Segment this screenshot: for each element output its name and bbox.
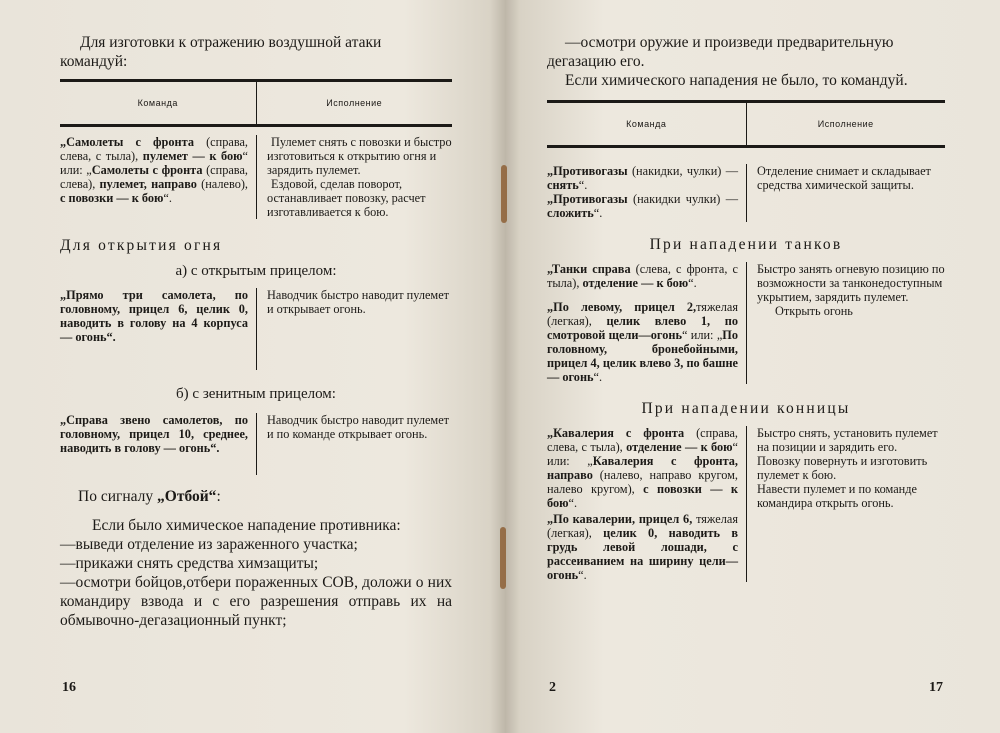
- signal-suffix: :: [216, 488, 221, 505]
- signal-name: „Отбой“: [157, 488, 217, 505]
- cmd-text: тяжелая (легкая),: [547, 300, 738, 328]
- cmd-bold: Кавалерия с фронта, направо: [547, 454, 738, 482]
- cavalry-execution: [746, 426, 945, 582]
- cmd-text: “.: [593, 370, 603, 384]
- cmd-text: “.: [578, 178, 588, 192]
- cmd-bold: Самолеты с фронта: [91, 163, 203, 177]
- cmd-text: “.: [163, 191, 172, 205]
- left-page-content: [60, 33, 452, 630]
- gas-orders-table: [547, 100, 945, 148]
- cavalry-command-2: [547, 512, 738, 582]
- right-page-content: [547, 33, 945, 582]
- open-sight-execution: [256, 288, 452, 370]
- execution-text: Ездовой, сделав поворот, останавливает повозку, расчет изготавливается к бою.: [267, 177, 426, 219]
- column-header-command: Команда: [547, 102, 746, 147]
- gas-mask-execution: [746, 164, 945, 222]
- cmd-bold: отделение — к бою: [582, 276, 689, 290]
- execution-text: Быстро занять огневую позицию по возможности за танконедоступным укрытием, зарядить пулемет.: [757, 262, 945, 304]
- cmd-bold: пулемет — к бою: [142, 149, 243, 163]
- cmd-bold: „Противогазы: [547, 192, 628, 206]
- zenith-sight-subheading: б) с зенитным прицелом:: [176, 386, 336, 402]
- cmd-bold: „Самолеты с фронта: [60, 135, 194, 149]
- open-sight-subheading: а) с открытым прицелом:: [175, 263, 337, 279]
- tanks-command-2: [547, 300, 738, 384]
- cmd-bold: отделение — к бою: [626, 440, 733, 454]
- cmd-text: “ или: „: [681, 328, 723, 342]
- cmd-text: тяжелая (легкая),: [547, 512, 738, 540]
- execution-text: Пулемет снять с повозки и быстро изготовиться к открытию огня и зарядить пулемет.: [267, 135, 452, 177]
- execution-text: Повозку повернуть и изготовить пулемет к бою.: [757, 454, 928, 482]
- cmd-bold: „По левому, прицел 2,: [547, 300, 697, 314]
- column-header-execution: Исполнение: [746, 102, 945, 147]
- cmd-text: (справа, слева),: [60, 163, 248, 191]
- air-attack-execution: [256, 135, 452, 219]
- cmd-text: (накидки, чулки) —: [627, 164, 738, 178]
- cavalry-command-1: [547, 426, 738, 510]
- zenith-sight-command: [60, 413, 256, 475]
- cmd-bold: с повозки — к бою: [60, 191, 164, 205]
- tanks-heading: При нападении танков: [649, 236, 843, 253]
- cavalry-row: [547, 426, 945, 582]
- gas-command-fold: [547, 192, 738, 220]
- page-number-right: 17: [929, 680, 943, 695]
- cmd-bold: целик 0, наводить в грудь левой лошади, с рассеиванием на ширину цели—огонь: [547, 526, 738, 582]
- execution-text: Быстро снять, установить пулемет на позиции и зарядить его.: [757, 426, 938, 454]
- signal-line: [60, 487, 452, 506]
- gas-mask-row: [547, 164, 945, 222]
- cmd-text: “.: [578, 568, 587, 582]
- right-page: [505, 0, 1000, 733]
- chem-step-3: —осмотри бойцов,отбери пораженных СОВ, доложи о них командиру взвода и с его разрешения отправь их на обмывочно-дегазационный пункт;: [60, 574, 452, 629]
- air-attack-command: [60, 135, 256, 219]
- column-header-command: Команда: [60, 81, 256, 126]
- cavalry-command: [547, 426, 746, 582]
- signal-prefix: По сигналу: [78, 488, 158, 505]
- cmd-bold: „Кавалерия с фронта: [547, 426, 685, 440]
- air-attack-intro: Для изготовки к отражению воздушной атаки командуй:: [60, 34, 382, 70]
- cmd-text: (слева, с фронта, с тыла),: [547, 262, 738, 290]
- cmd-text: “.: [688, 276, 697, 290]
- zenith-sight-row: [60, 413, 452, 475]
- gas-command-remove: [547, 164, 738, 192]
- tanks-execution: [746, 262, 945, 384]
- cmd-text: (справа, слева, с тыла),: [547, 426, 738, 454]
- execution-text: Открыть огонь: [775, 304, 853, 318]
- cavalry-heading: При нападении конницы: [641, 400, 851, 417]
- cmd-bold: „Прямо три самолета, по головному, прицел 6, целик 0, наводить в голову на 4 корпуса — огонь“.: [60, 288, 248, 344]
- zenith-sight-execution: [256, 413, 452, 475]
- open-sight-row: [60, 288, 452, 370]
- column-header-execution: Исполнение: [256, 81, 452, 126]
- execution-text: Наводчик быстро наводит пулемет и по команде открывает огонь.: [267, 413, 450, 441]
- binding-stain-top: [501, 165, 507, 223]
- tanks-row: [547, 262, 945, 384]
- air-orders-table: [60, 79, 452, 127]
- binding-stain-bottom: [500, 527, 506, 589]
- chem-step-2: —прикажи снять средства химзащиты;: [60, 555, 319, 572]
- cmd-text: “ или: „: [547, 440, 739, 468]
- open-sight-command: [60, 288, 256, 370]
- cmd-bold: сложить: [547, 206, 594, 220]
- cmd-bold: „Танки справа: [547, 262, 631, 276]
- cmd-bold: снять: [547, 178, 579, 192]
- cmd-text: “ или: „: [60, 149, 249, 177]
- cmd-text: (налево, направо кругом, налево кругом),: [547, 468, 738, 496]
- fire-heading: Для открытия огня: [60, 237, 223, 254]
- cmd-text: “.: [568, 496, 578, 510]
- continuation-line: —осмотри оружие и произведи предварительную дегазацию его.: [547, 34, 894, 70]
- tanks-command: [547, 262, 746, 384]
- air-attack-row: [60, 135, 452, 219]
- cmd-text: (налево),: [196, 177, 249, 191]
- cmd-bold: „По кавалерии, прицел 6,: [547, 512, 693, 526]
- cmd-text: (накидки чулки) —: [627, 192, 738, 206]
- page-number-left: 16: [62, 680, 76, 695]
- gas-mask-command: [547, 164, 746, 222]
- cmd-bold: пулемет, направо: [99, 177, 197, 191]
- cmd-text: (справа, слева, с тыла),: [60, 135, 248, 163]
- cmd-bold: По головному, бронебойными, прицел 4, целик влево 3, по башне — огонь: [547, 328, 738, 384]
- cmd-bold: целик влево 1, по смотровой щели—огонь: [547, 314, 738, 342]
- execution-text: Отделение снимает и складывает средства химической защиты.: [757, 164, 931, 192]
- tanks-command-1: [547, 262, 738, 290]
- chem-step-1: —выведи отделение из зараженного участка;: [60, 536, 358, 553]
- chem-intro: Если было химическое нападение противника:: [92, 517, 401, 534]
- cmd-bold: „Справа звено самолетов, по головному, прицел 10, среднее, наводить в голову — огонь“.: [60, 413, 248, 455]
- cmd-text: “.: [593, 206, 603, 220]
- cmd-bold: „Противогазы: [547, 164, 628, 178]
- execution-text: Навести пулемет и по команде командира открыть огонь.: [757, 482, 917, 510]
- execution-text: Наводчик быстро наводит пулемет и открывает огонь.: [267, 288, 450, 316]
- cmd-bold: с повозки — к бою: [547, 482, 738, 510]
- no-chem-line: Если химического нападения не было, то командуй.: [565, 72, 908, 89]
- signature-mark: 2: [549, 680, 556, 695]
